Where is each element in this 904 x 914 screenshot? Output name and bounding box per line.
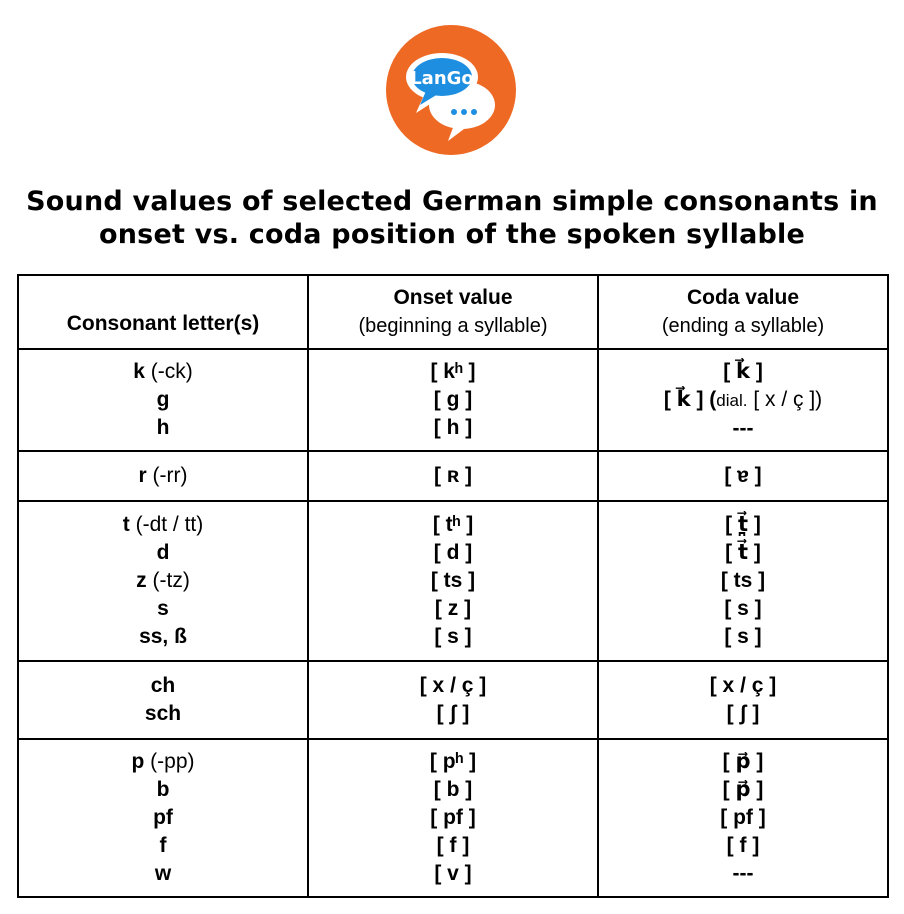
table-row-group (18, 739, 888, 897)
onset-value: [ g ] (433, 388, 473, 411)
consonant-letter (19, 358, 307, 386)
letter-main: b (156, 778, 170, 801)
onset-cell (308, 661, 598, 739)
coda-ipa: [ k⃗ ] ( (663, 387, 717, 411)
onset-value: [ pʰ ] (429, 750, 477, 773)
header-onset-title: Onset value (393, 286, 513, 309)
letter-main: t (122, 513, 130, 536)
coda-value (599, 539, 887, 567)
consonant-letter (19, 386, 307, 414)
coda-value (599, 386, 887, 415)
letter-spelling-variant: (-dt / tt) (129, 513, 204, 536)
header-coda-title: Coda value (686, 286, 800, 309)
onset-value: [ d ] (433, 541, 473, 564)
coda-value (599, 623, 887, 651)
consonant-letter (19, 672, 307, 700)
onset-value: [ h ] (433, 416, 473, 439)
coda-value (599, 832, 887, 860)
page-title (0, 185, 904, 251)
letters-cell (18, 349, 308, 451)
onset-value: [ tʰ ] (432, 513, 474, 536)
coda-ipa: [ x / ç ] (709, 674, 777, 697)
letter-main: sch (144, 702, 182, 725)
coda-ipa: [ k⃗ ] (723, 359, 763, 383)
coda-ipa: [ t̪⃗ ] (725, 513, 761, 536)
letter-main: ch (150, 674, 176, 697)
coda-value (599, 358, 887, 386)
letter-spelling-variant: (-rr) (146, 464, 188, 487)
coda-cell (598, 349, 888, 451)
table-header-row (18, 275, 888, 349)
coda-ipa: [ s ] (724, 597, 762, 620)
consonant-letter (19, 539, 307, 567)
consonant-letter (19, 414, 307, 442)
coda-value (599, 595, 887, 623)
consonant-letter (19, 700, 307, 728)
letters-cell (18, 739, 308, 897)
letters-cell (18, 451, 308, 501)
letter-main: g (156, 388, 170, 411)
letter-main: r (138, 464, 147, 487)
letter-main: pf (153, 806, 173, 829)
dialect-note: dial. (716, 390, 748, 410)
coda-ipa: --- (732, 862, 754, 885)
onset-value: [ v ] (434, 862, 472, 885)
coda-value (599, 700, 887, 728)
coda-ipa: [ p⃗ ] (722, 750, 764, 773)
coda-value (599, 511, 887, 539)
coda-ipa: [ s ] (724, 625, 762, 648)
consonant-letter (19, 462, 307, 490)
table-row-group (18, 501, 888, 661)
letter-spelling-variant: (-pp) (144, 750, 195, 773)
onset-value: [ f ] (436, 834, 470, 857)
consonant-letter (19, 804, 307, 832)
consonant-letter (19, 860, 307, 888)
dialect-variant: [ x / ç ]) (747, 387, 823, 411)
coda-ipa: [ f ] (726, 834, 760, 857)
coda-ipa: [ t⃗ ] (725, 541, 761, 564)
table-row-group (18, 451, 888, 501)
consonant-letter (19, 595, 307, 623)
coda-ipa: [ ʃ ] (726, 702, 760, 725)
consonant-letter (19, 567, 307, 595)
onset-value: [ ʀ ] (434, 464, 472, 487)
coda-cell (598, 661, 888, 739)
coda-cell (598, 739, 888, 897)
letter-main: d (156, 541, 170, 564)
letters-cell (18, 661, 308, 739)
onset-value: [ pf ] (430, 806, 476, 829)
title-line-2: onset vs. coda position of the spoken syllable (99, 219, 805, 250)
table-row-group (18, 661, 888, 739)
onset-value: [ s ] (434, 625, 472, 648)
coda-value (599, 776, 887, 804)
letter-spelling-variant: (-ck) (144, 360, 193, 383)
coda-ipa: [ ts ] (720, 569, 766, 592)
letter-spelling-variant: (-tz) (146, 569, 190, 592)
onset-value: [ kʰ ] (430, 360, 476, 383)
title-line-1: Sound values of selected German simple consonants in (26, 186, 878, 217)
table-row-group (18, 349, 888, 451)
onset-cell (308, 349, 598, 451)
letter-main: k (133, 360, 145, 383)
letter-main: w (154, 862, 172, 885)
coda-value (599, 748, 887, 776)
onset-value: [ ts ] (430, 569, 476, 592)
letter-main: z (136, 569, 147, 592)
consonant-letter (19, 832, 307, 860)
letter-main: s (157, 597, 169, 620)
letter-main: f (159, 834, 167, 857)
coda-ipa: [ ɐ ] (724, 464, 762, 487)
header-onset (308, 275, 598, 349)
onset-cell (308, 739, 598, 897)
coda-value (599, 860, 887, 888)
onset-value: [ b ] (433, 778, 473, 801)
consonant-table (17, 274, 887, 897)
coda-value (599, 415, 887, 443)
consonant-letter (19, 623, 307, 651)
lango-logo (386, 25, 516, 155)
letters-cell (18, 501, 308, 661)
coda-value (599, 567, 887, 595)
consonant-letter (19, 776, 307, 804)
coda-value (599, 462, 887, 490)
header-coda-subtitle: (ending a syllable) (661, 315, 825, 337)
onset-cell (308, 501, 598, 661)
consonant-letter (19, 511, 307, 539)
coda-ipa: --- (732, 416, 754, 440)
coda-value (599, 672, 887, 700)
letter-main: p (131, 750, 145, 773)
consonant-letter (19, 748, 307, 776)
coda-ipa: [ p⃗ ] (722, 778, 764, 801)
onset-value: [ ʃ ] (436, 702, 470, 725)
header-coda (598, 275, 888, 349)
letter-main: ss, ß (139, 625, 187, 648)
coda-cell (598, 451, 888, 501)
letter-main: h (156, 416, 170, 439)
onset-value: [ x / ç ] (419, 674, 487, 697)
coda-value (599, 804, 887, 832)
onset-cell (308, 451, 598, 501)
speech-bubbles-icon (386, 25, 516, 155)
coda-cell (598, 501, 888, 661)
header-onset-subtitle: (beginning a syllable) (358, 315, 548, 337)
onset-value: [ z ] (434, 597, 472, 620)
header-consonant-letters: Consonant letter(s) (18, 275, 308, 349)
coda-ipa: [ pf ] (720, 806, 766, 829)
logo-text: LanGo (410, 68, 474, 89)
